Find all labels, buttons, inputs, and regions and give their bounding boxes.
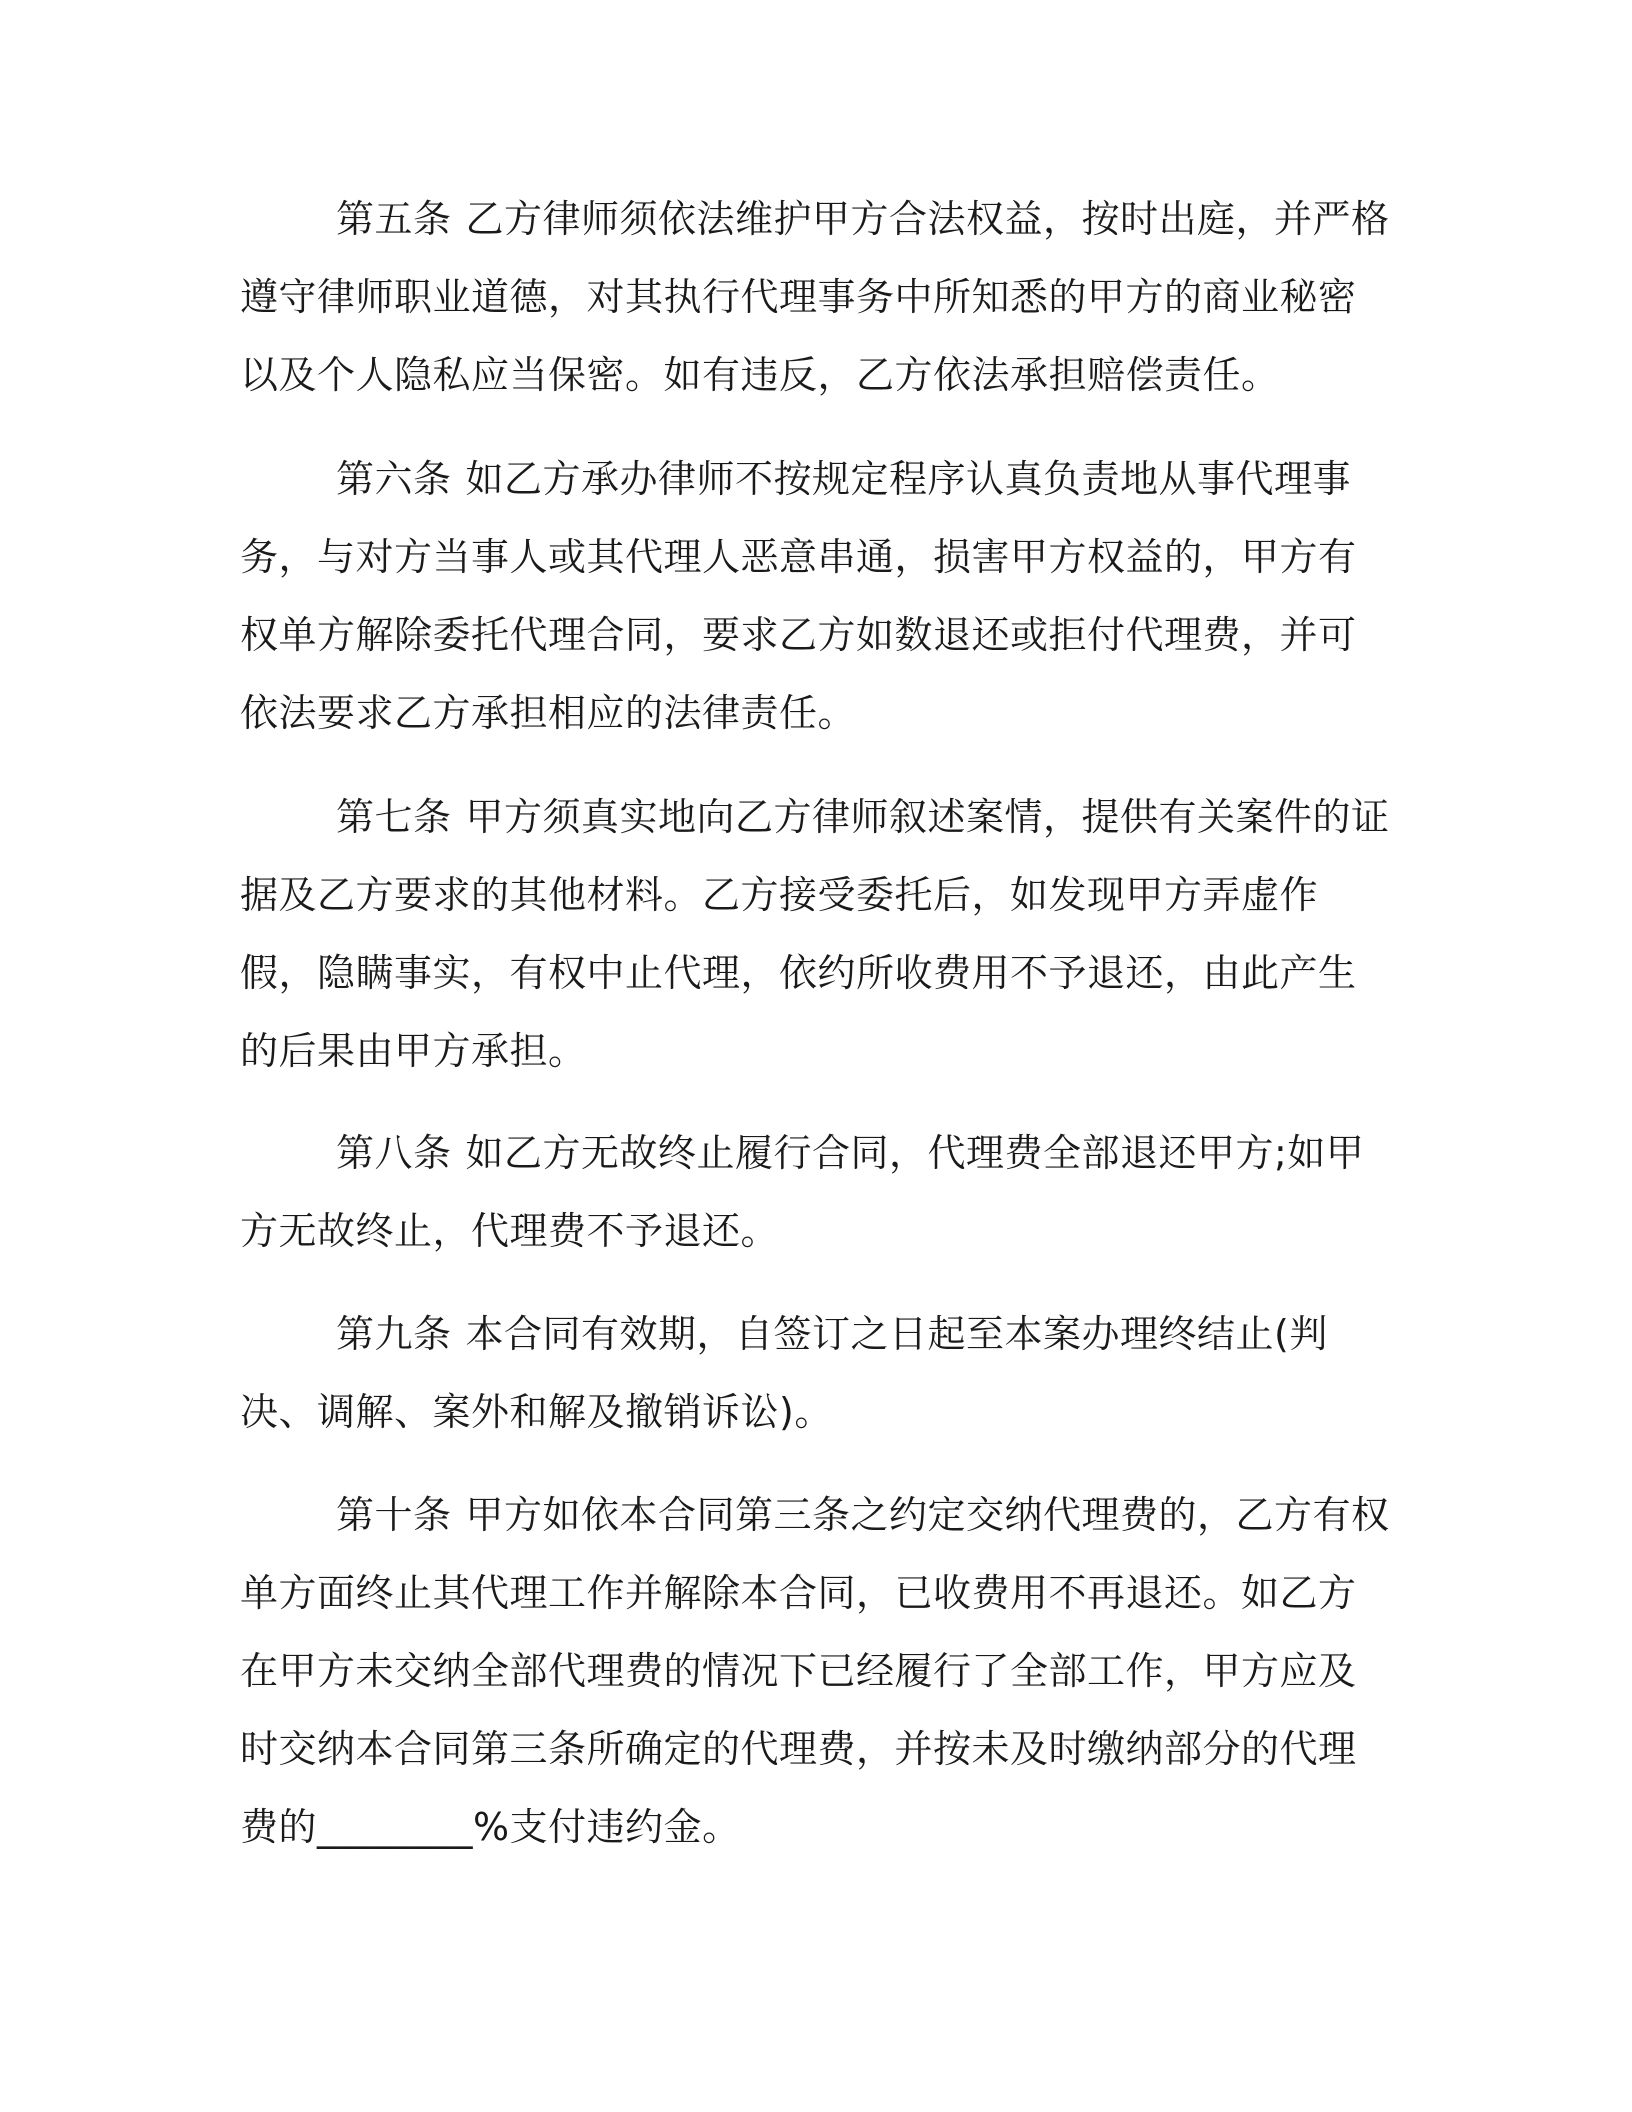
- article-6-label: 第六条: [336, 457, 452, 501]
- article-10: [240, 1476, 1390, 1866]
- article-8: [240, 1114, 1390, 1270]
- article-7: [240, 778, 1390, 1090]
- article-10-label: 第十条: [336, 1493, 452, 1537]
- article-7-text: 甲方须真实地向乙方律师叙述案情，提供有关案件的证据及乙方要求的其他材料。乙方接受委托后，如发现甲方弄虚作假，隐瞒事实，有权中止代理，依约所收费用不予退还，由此产生的后果由甲方承担。: [240, 795, 1390, 1073]
- article-9-label: 第九条: [336, 1312, 452, 1356]
- article-5-label: 第五条: [336, 197, 452, 241]
- article-10-text: 甲方如依本合同第三条之约定交纳代理费的，乙方有权单方面终止其代理工作并解除本合同，已收费用不再退还。如乙方在甲方未交纳全部代理费的情况下已经履行了全部工作，甲方应及时交纳本合同第三条所确定的代理费，并按未及时缴纳部分的代理费的________%支付违约金。: [240, 1493, 1390, 1849]
- article-5: [240, 180, 1390, 414]
- article-9: [240, 1295, 1390, 1451]
- article-9-text: 本合同有效期，自签订之日起至本案办理终结止(判决、调解、案外和解及撤销诉讼)。: [240, 1312, 1328, 1434]
- article-6-text: 如乙方承办律师不按规定程序认真负责地从事代理事务，与对方当事人或其代理人恶意串通，损害甲方权益的，甲方有权单方解除委托代理合同，要求乙方如数退还或拒付代理费，并可依法要求乙方承担相应的法律责任。: [240, 457, 1357, 735]
- article-6: [240, 440, 1390, 752]
- article-7-label: 第七条: [336, 795, 452, 839]
- article-5-text: 乙方律师须依法维护甲方合法权益，按时出庭，并严格遵守律师职业道德，对其执行代理事务中所知悉的甲方的商业秘密以及个人隐私应当保密。如有违反，乙方依法承担赔偿责任。: [240, 197, 1390, 397]
- article-8-label: 第八条: [336, 1131, 452, 1175]
- article-8-text: 如乙方无故终止履行合同，代理费全部退还甲方;如甲方无故终止，代理费不予退还。: [240, 1131, 1365, 1253]
